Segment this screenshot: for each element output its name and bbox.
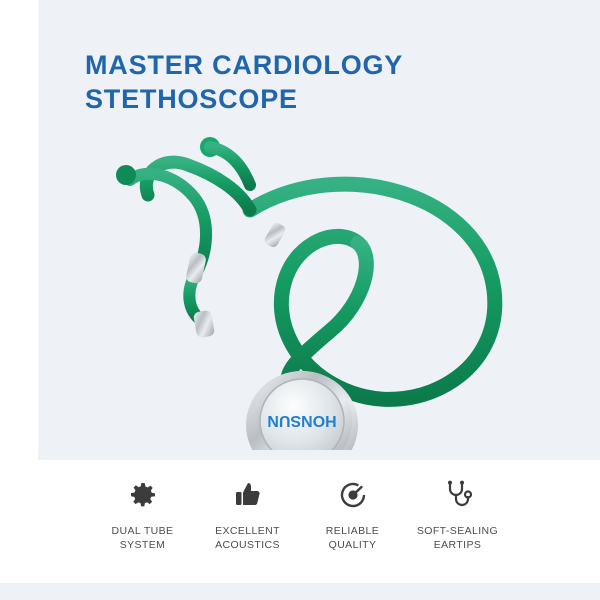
feature-item-soft-sealing-eartips <box>405 474 510 552</box>
feature-strip <box>0 460 600 580</box>
footer-strip <box>0 583 600 600</box>
feature-item-excellent-acoustics <box>195 474 300 552</box>
feature-label-line2: SYSTEM <box>119 539 166 551</box>
feature-label-line2: ACOUSTICS <box>215 539 280 551</box>
feature-label-line2: QUALITY <box>328 539 377 551</box>
feature-label-line2: EARTIPS <box>433 539 482 551</box>
stethoscope-image <box>90 125 520 450</box>
feature-item-dual-tube <box>90 474 195 552</box>
feature-label-line1: EXCELLENT <box>215 525 280 537</box>
feature-label-line1: SOFT-SEALING <box>416 525 499 537</box>
feature-label-line1: RELIABLE <box>325 525 380 537</box>
thumbs-up-icon <box>195 474 300 516</box>
bottom-spacer <box>0 575 600 583</box>
stethoscope-icon <box>405 474 510 516</box>
target-circle-icon <box>300 474 405 516</box>
title-line-2: STETHOSCOPE <box>85 84 298 114</box>
feature-label-line1: DUAL TUBE <box>111 525 174 537</box>
title-line-1: MASTER CARDIOLOGY <box>85 50 404 80</box>
chestpiece-brand: HONSUN <box>267 412 337 429</box>
gear-icon <box>90 474 195 516</box>
page-title <box>85 48 555 116</box>
feature-item-reliable-quality <box>300 474 405 552</box>
